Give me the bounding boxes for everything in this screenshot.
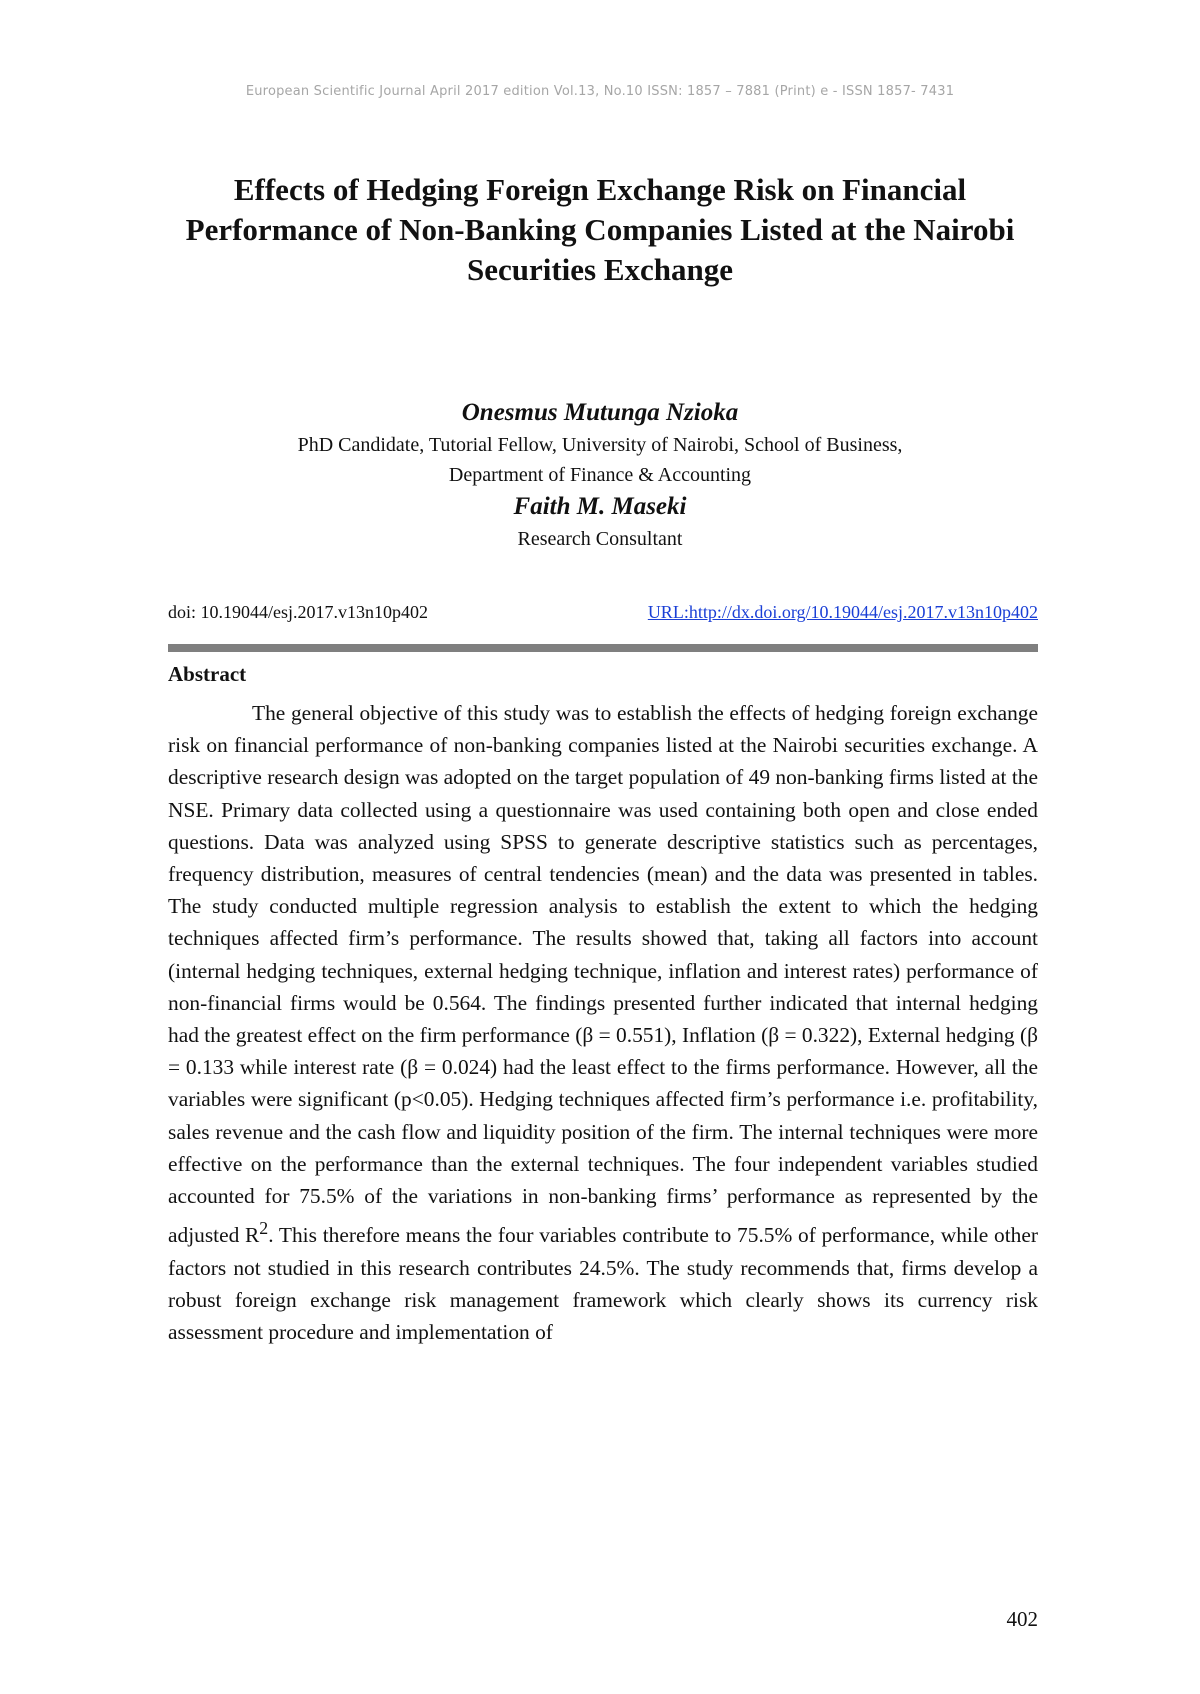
abstract-heading: Abstract [168, 662, 247, 686]
journal-header: European Scientific Journal April 2017 edition Vol.13, No.10 ISSN: 1857 – 7881 (Print) e - ISSN 1857- 7431 [245, 84, 955, 99]
doi-line [168, 602, 1038, 623]
author-block [150, 396, 1050, 554]
abstract-text: . This therefore means the four variables contribute to 75.5% of performance, while other factors not studied in this research contributes 24.5%. The study recommends that, firms develop a robust foreign exchange risk management framework which clearly shows its currency risk assessment procedure and implementation of [168, 1223, 1038, 1344]
abstract-text: The general objective of this study was to establish the effects of hedging foreign exchange risk on financial performance of non-banking companies listed at the Nairobi securities exchange. A descriptive research design was adopted on the target population of 49 non-banking firms listed at the NSE. Primary data collected using a questionnaire was used containing both open and close ended questions. Data was analyzed using SPSS to generate descriptive statistics such as percentages, frequency distribution, measures of central tendencies (mean) and the data was presented in tables. The study conducted multiple regression analysis to establish the extent to which the hedging techniques affected firm’s performance. The results showed that, taking all factors into account (internal hedging techniques, external hedging technique, inflation and interest rates) performance of non-financial firms would be 0.564. The findings presented further indicated that internal hedging had the greatest effect on the firm performance (β = 0.551), Inflation (β = 0.322), External hedging (β = 0.133 while interest rate (β = 0.024) had the least effect to the firms performance. However, all the variables were significant (p<0.05). Hedging techniques affected firm’s performance i.e. profitability, sales revenue and the cash flow and liquidity position of the firm. The internal techniques were more effective on the performance than the external techniques. The four independent variables studied accounted for 75.5% of the variations in non-banking firms’ performance as represented by the adjusted R [168, 701, 1038, 1248]
section-divider [168, 644, 1038, 652]
page-number: 402 [1006, 1607, 1038, 1631]
abstract-body [168, 697, 1038, 1348]
author-affiliation: Department of Finance & Accounting [448, 464, 752, 486]
author-name: Faith M. Maseki [513, 493, 687, 520]
paper-title: Effects of Hedging Foreign Exchange Risk on Financial Performance of Non-Banking Companies Listed at the Nairobi Securities Exchange [185, 172, 1015, 287]
author-affiliation: Research Consultant [517, 528, 683, 550]
doi-url-link[interactable]: URL:http://dx.doi.org/10.19044/esj.2017.v13n10p402 [647, 602, 1038, 622]
author-affiliation: PhD Candidate, Tutorial Fellow, University of Nairobi, School of Business, [297, 434, 903, 456]
doi-text: doi: 10.19044/esj.2017.v13n10p402 [168, 602, 428, 622]
author-name: Onesmus Mutunga Nzioka [461, 399, 739, 426]
abstract-superscript: 2 [259, 1218, 269, 1239]
